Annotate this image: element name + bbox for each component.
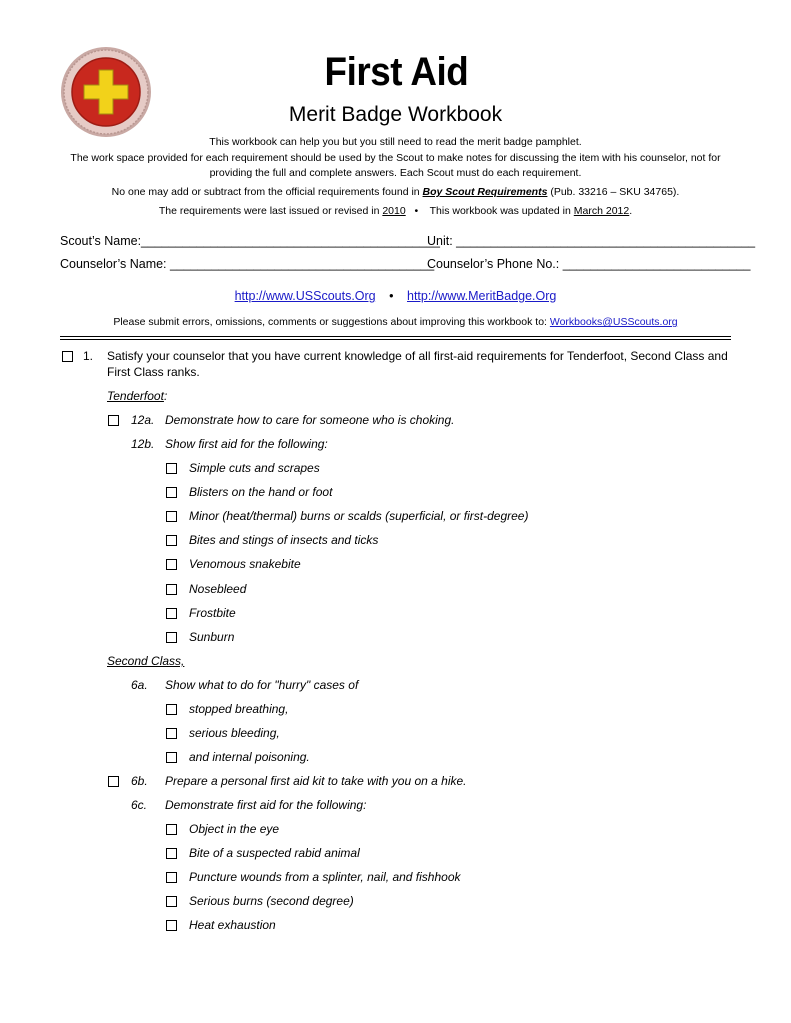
item-checkbox[interactable] xyxy=(166,920,177,931)
item-checkbox[interactable] xyxy=(166,848,177,859)
requirements-source-note xyxy=(40,184,751,200)
item-checkbox[interactable] xyxy=(166,728,177,739)
header-divider xyxy=(60,336,731,337)
first-aid-item: Bites and stings of insects and ticks xyxy=(189,533,379,547)
first-aid-item: Venomous snakebite xyxy=(189,557,301,571)
item-checkbox[interactable] xyxy=(166,535,177,546)
note-text: No one may add or subtract from the official requirements found in xyxy=(111,186,423,198)
update-date: March 2012 xyxy=(573,205,630,217)
page-title: First Aid xyxy=(324,50,469,94)
revision-year: 2010 xyxy=(382,205,406,217)
req-1-checkbox[interactable] xyxy=(62,351,73,362)
req-6a-number: 6a. xyxy=(131,678,148,692)
first-aid-item: Simple cuts and scrapes xyxy=(189,461,320,475)
first-aid-item: Object in the eye xyxy=(189,822,280,836)
tenderfoot-heading xyxy=(107,389,167,403)
workspace-note-line2: providing the full and complete answers. Each Scout must do each requirement. xyxy=(209,167,582,179)
first-aid-item: Heat exhaustion xyxy=(189,918,276,932)
req-6b-number: 6b. xyxy=(131,774,148,788)
usscouts-link[interactable]: http://www.USScouts.Org xyxy=(234,289,376,303)
first-aid-item: Blisters on the hand or foot xyxy=(189,485,333,499)
counselor-name-field[interactable]: Counselor’s Name: ______________________________________ xyxy=(60,257,435,271)
req-12b-number: 12b. xyxy=(131,437,155,451)
meritbadge-link[interactable]: http://www.MeritBadge.Org xyxy=(407,289,557,303)
tenderfoot-label: Tenderfoot xyxy=(107,389,164,403)
first-aid-item: Bite of a suspected rabid animal xyxy=(189,846,360,860)
workspace-note-line1: The work space provided for each requirement should be used by the Scout to make notes for discussing the item with his counselor, not for xyxy=(70,152,721,164)
submit-feedback-note xyxy=(40,314,751,330)
revision-note xyxy=(40,203,751,219)
first-aid-item: Sunburn xyxy=(189,630,235,644)
intro-note: This workbook can help you but you still need to read the merit badge pamphlet. xyxy=(209,136,582,148)
req-6c-text: Demonstrate first aid for the following: xyxy=(165,798,367,812)
first-aid-item: Frostbite xyxy=(189,606,236,620)
note-text: The requirements were last issued or revised in xyxy=(158,205,383,217)
item-checkbox[interactable] xyxy=(166,872,177,883)
req-12a-checkbox[interactable] xyxy=(108,415,119,426)
item-checkbox[interactable] xyxy=(166,704,177,715)
first-aid-item: Serious burns (second degree) xyxy=(189,894,354,908)
req-1-text-line1: Satisfy your counselor that you have current knowledge of all first-aid requirements for Tenderfoot, Second Class and xyxy=(107,349,728,363)
note-text: (Pub. 33216 – SKU 34765). xyxy=(547,186,680,198)
req-6c-number: 6c. xyxy=(131,798,148,812)
hurry-case-item: stopped breathing, xyxy=(189,702,289,716)
req-6b-text: Prepare a personal first aid kit to take with you on a hike. xyxy=(165,774,467,788)
first-aid-item: Minor (heat/thermal) burns or scalds (superficial, or first-degree) xyxy=(189,509,529,523)
second-class-heading: Second Class, xyxy=(107,654,185,668)
req-6b-checkbox[interactable] xyxy=(108,776,119,787)
boy-scout-requirements-ref: Boy Scout Requirements xyxy=(422,186,548,198)
note-text: • This workbook was updated in xyxy=(405,205,574,217)
tenderfoot-colon: : xyxy=(163,389,168,403)
note-text: Please submit errors, omissions, comments or suggestions about improving this workbook to: xyxy=(113,316,550,328)
unit-field[interactable]: Unit: ___________________________________________ xyxy=(427,234,756,248)
first-aid-item: Nosebleed xyxy=(189,582,247,596)
item-checkbox[interactable] xyxy=(166,632,177,643)
req-1-number: 1. xyxy=(83,349,94,363)
website-links xyxy=(0,289,791,303)
link-separator: • xyxy=(389,289,394,303)
header-divider xyxy=(60,339,731,340)
item-checkbox[interactable] xyxy=(166,487,177,498)
feedback-email-link[interactable]: Workbooks@USScouts.org xyxy=(549,316,678,328)
item-checkbox[interactable] xyxy=(166,584,177,595)
item-checkbox[interactable] xyxy=(166,608,177,619)
item-checkbox[interactable] xyxy=(166,824,177,835)
page-subtitle: Merit Badge Workbook xyxy=(288,103,503,126)
hurry-case-item: serious bleeding, xyxy=(189,726,280,740)
scout-name-field[interactable]: Scout’s Name:___________________________________________ xyxy=(60,234,440,248)
req-6a-text: Show what to do for "hurry" cases of xyxy=(165,678,359,692)
item-checkbox[interactable] xyxy=(166,752,177,763)
hurry-case-item: and internal poisoning. xyxy=(189,750,310,764)
item-checkbox[interactable] xyxy=(166,463,177,474)
item-checkbox[interactable] xyxy=(166,896,177,907)
req-12a-text: Demonstrate how to care for someone who is choking. xyxy=(165,413,455,427)
req-12a-number: 12a. xyxy=(131,413,155,427)
item-checkbox[interactable] xyxy=(166,559,177,570)
first-aid-item: Puncture wounds from a splinter, nail, and fishhook xyxy=(189,870,461,884)
req-1-text-line2: First Class ranks. xyxy=(107,365,200,379)
note-text: . xyxy=(629,205,633,217)
req-12b-text: Show first aid for the following: xyxy=(165,437,328,451)
item-checkbox[interactable] xyxy=(166,511,177,522)
counselor-phone-field[interactable]: Counselor’s Phone No.: ___________________________ xyxy=(427,257,751,271)
